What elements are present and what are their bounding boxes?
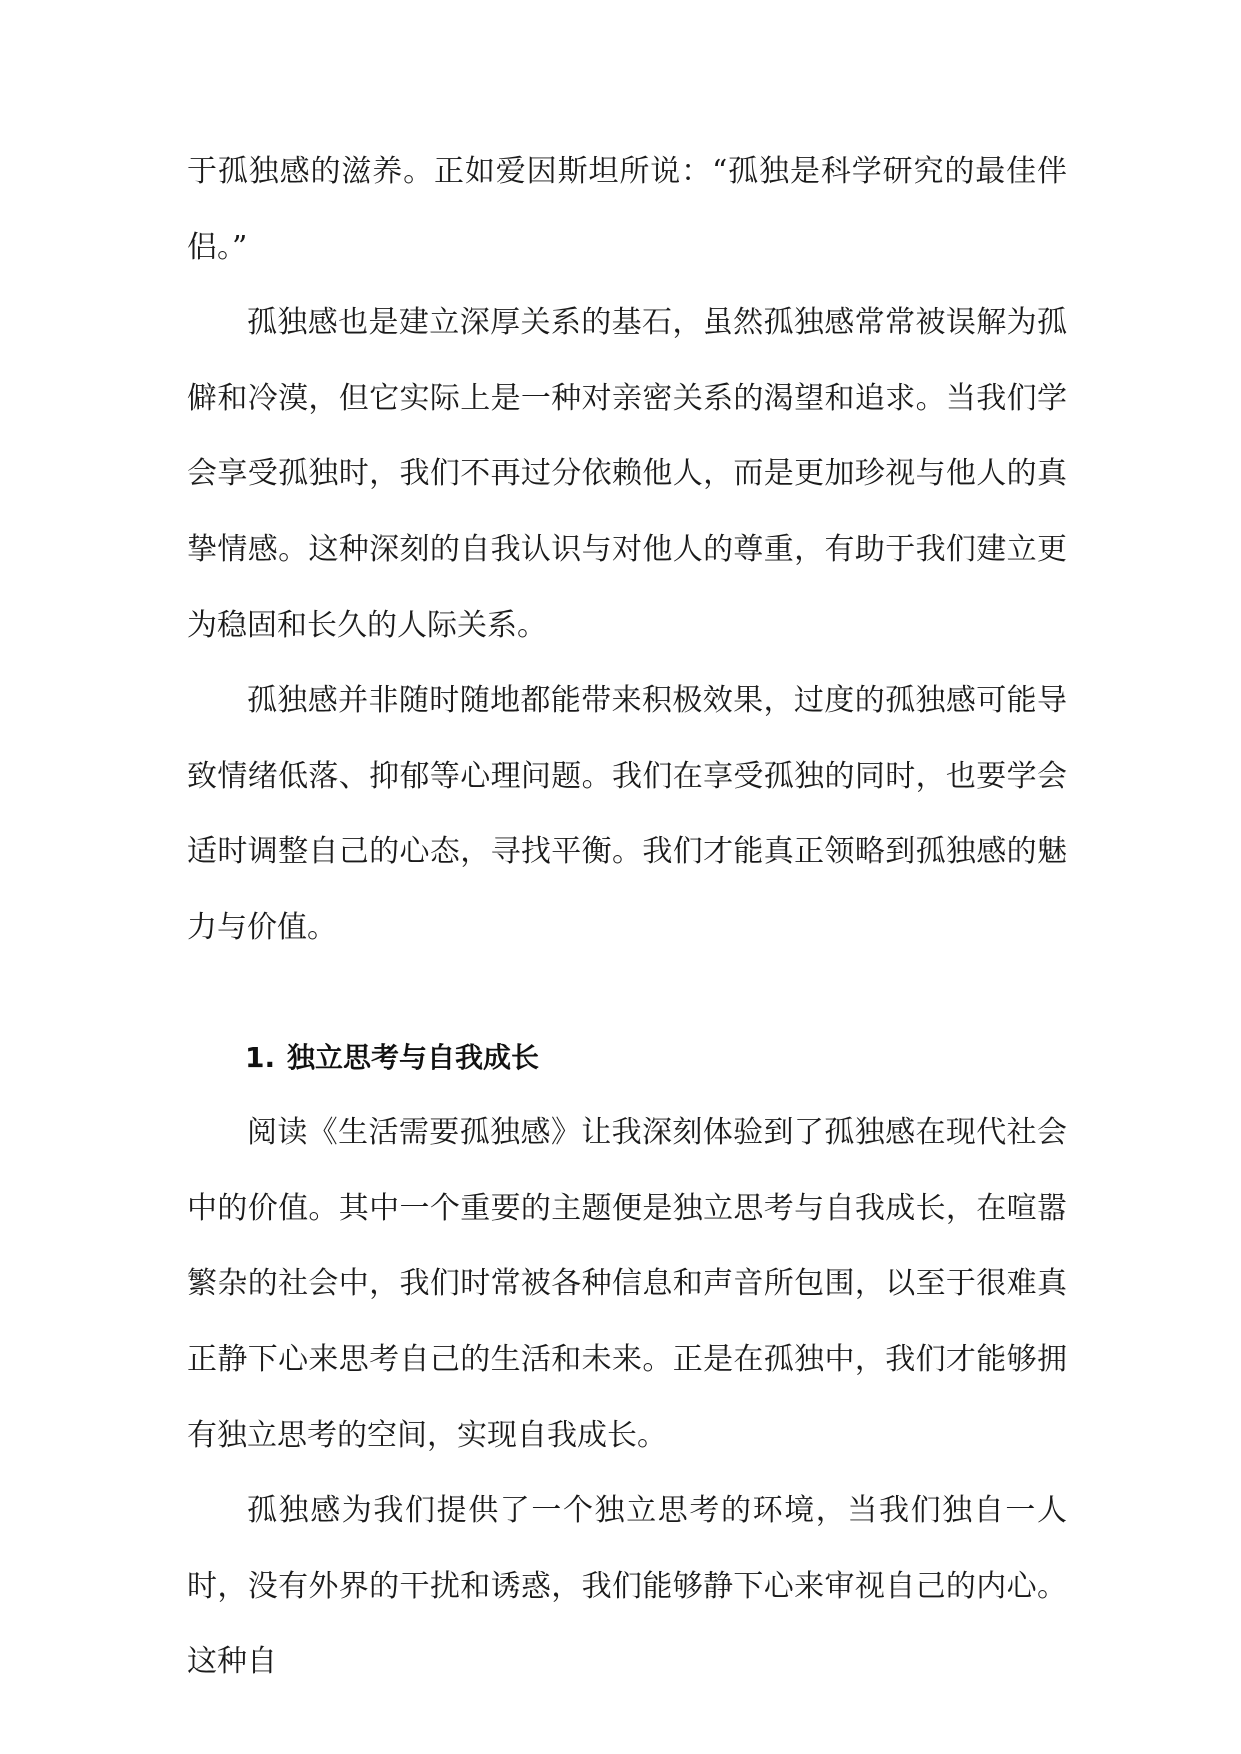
paragraph-independent-thinking: 孤独感为我们提供了一个独立思考的环境，当我们独自一人时，没有外界的干扰和诱惑，我们能够静下心来审视自己的内心。这种自 xyxy=(187,1493,1067,1680)
paragraph-continuation: 于孤独感的滋养。正如爱因斯坦所说：“孤独是科学研究的最佳伴侣。” xyxy=(187,154,1067,265)
document-body xyxy=(187,134,1067,1700)
paragraph-balance: 孤独感并非随时随地都能带来积极效果，过度的孤独感可能导致情绪低落、抑郁等心理问题。我们在享受孤独的同时，也要学会适时调整自己的心态，寻找平衡。我们才能真正领略到孤独感的魅力与价值。 xyxy=(187,683,1067,945)
paragraph-reading: 阅读《生活需要孤独感》让我深刻体验到了孤独感在现代社会中的价值。其中一个重要的主题便是独立思考与自我成长，在喧嚣繁杂的社会中，我们时常被各种信息和声音所包围，以至于很难真正静下心来思考自己的生活和未来。正是在孤独中，我们才能够拥有独立思考的空间，实现自我成长。 xyxy=(187,1115,1067,1453)
section-number: 1. xyxy=(245,1040,276,1074)
section-title: 独立思考与自我成长 xyxy=(287,1040,540,1074)
paragraph-relationships: 孤独感也是建立深厚关系的基石，虽然孤独感常常被误解为孤僻和冷漠，但它实际上是一种对亲密关系的渴望和追求。当我们学会享受孤独时，我们不再过分依赖他人，而是更加珍视与他人的真挚情感。这种深刻的自我认识与对他人的尊重，有助于我们建立更为稳固和长久的人际关系。 xyxy=(187,305,1067,643)
section-heading xyxy=(187,1020,1067,1096)
